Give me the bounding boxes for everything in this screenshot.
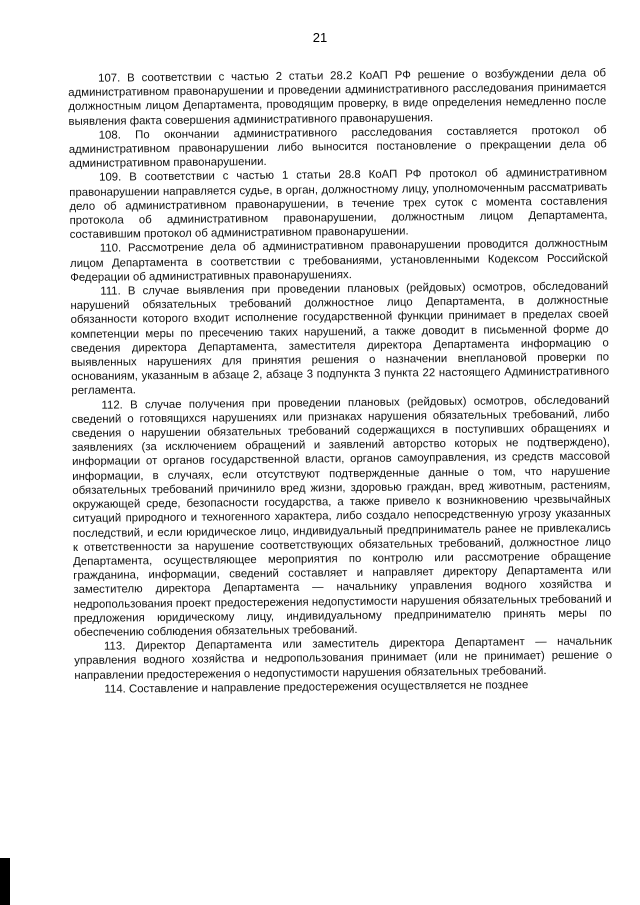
document-body (68, 66, 613, 697)
scan-edge-mark (0, 858, 10, 905)
paragraph-111: 111. В случае выявления при проведении плановых (рейдовых) осмотров, обследований нарушений обязательных требований должностное лицо Департамента, в должностные обязанности которого входит исполнение государственной функции принимает в пределах своей компетенции меры по пресечению таких нарушений, а также доводит в письменной форме до сведения директора Департамента, заместителя директора Департамента информацию о выявленных нарушениях для принятия решения о назначении внеплановой проверки по основаниям, указанным в абзаце 2, абзаце 3 подпункта 3 пункта 22 настоящего Административного регламента. (70, 280, 610, 398)
paragraph-107: 107. В соответствии с частью 2 статьи 28.2 КоАП РФ решение о возбуждении дела об административном правонарушении и проведении административного расследования принимается должностным лицом Департамента, проводящим проверку, в виде определения немедленно после выявления факта совершения административного правонарушения. (68, 67, 607, 128)
paragraph-108: 108. По окончании административного расследования составляется протокол об административном правонарушении либо выносится постановление о прекращении дела об административном правонарушении. (68, 124, 607, 171)
paragraph-110: 110. Рассмотрение дела об административном правонарушении проводится должностным лицом Департамента в соответствии с требованиями, установленными Кодексом Российской Федерации об административных правонарушениях. (69, 237, 609, 284)
paragraph-113: 113. Директор Департамента или заместитель директора Департамент — начальник управления водного хозяйства и недропользования принимает (или не принимает) решение о направлении предостережения о недопустимости нарушения обязательных требований. (74, 635, 613, 682)
paragraph-109: 109. В соответствии с частью 1 статьи 28.8 КоАП РФ протокол об административном правонарушении направляется судье, в орган, должностному лицу, уполномоченным рассматривать дело об административном правонарушении, в течение трех суток с момента составления протокола об административном правонарушении, должностным лицом Департамента, составившим протокол об административном правонарушении. (69, 166, 608, 242)
paragraph-112: 112. В случае получения при проведении плановых (рейдовых) осмотров, обследований сведений о готовящихся нарушениях или признаках нарушения обязательных требований, либо сведения о нарушении обязательных требований содержащихся в поступивших обращениях и заявлениях (за исключением обращений и заявлений авторство которых не подтверждено), информации от органов государственной власти, органов самоуправления, из средств массовой информации, в случаях, если отсутствуют подтвержденные данные о том, что нарушение обязательных требований причинило вред жизни, здоровью граждан, вред животным, растениям, окружающей среде, безопасности государства, а также привело к возникновению чрезвычайных ситуаций природного и техногенного характера, либо создало непосредственную угрозу указанных последствий, и если юридическое лицо, индивидуальный предприниматель ранее не привлекались к ответственности за нарушение соответствующих обязательных требований, должностное лицо Департамента, осуществляющее мероприятия по контролю или рассмотрение обращение гражданина, информации, сведений составляет и направляет директору Департамента или заместителю директора Департамента — начальнику управления водного хозяйства и недропользования проект предостережения недопустимости нарушения обязательных требований и предложения юридическому лицу, индивидуальному предпринимателю принять меры по обеспечению соблюдения обязательных требований. (71, 394, 612, 639)
paragraph-114: 114. Составление и направление предостережения осуществляется не позднее (104, 678, 529, 696)
page-number: 21 (312, 30, 328, 45)
